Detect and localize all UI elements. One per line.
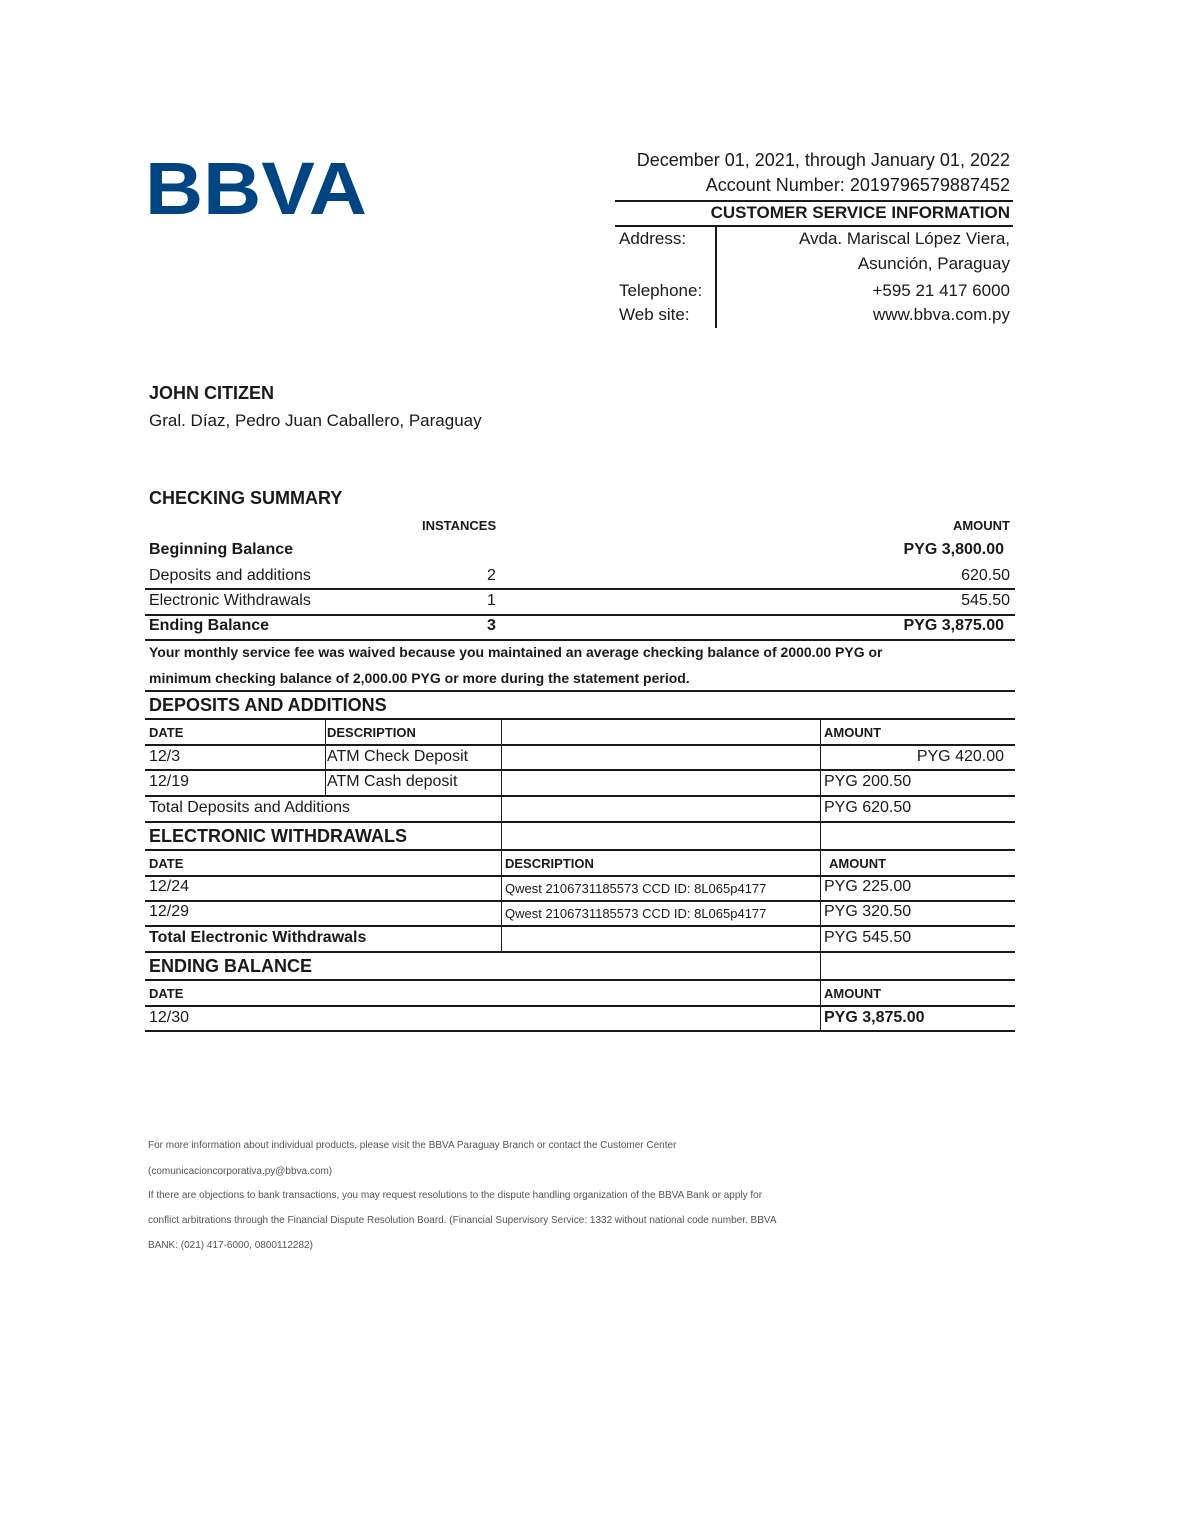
- ending-balance-label: Ending Balance: [149, 617, 270, 634]
- withdrawals-summary-amount: 545.50: [961, 592, 1010, 609]
- deposit-row-2-description: ATM Cash deposit: [327, 773, 458, 790]
- service-fee-note-line2: minimum checking balance of 2,000.00 PYG or more during the statement period.: [149, 670, 690, 686]
- footer-line5: BANK: (021) 417-6000, 0800112282): [148, 1240, 313, 1251]
- deposits-amount-header: AMOUNT: [824, 725, 882, 740]
- deposits-total-amount: PYG 620.50: [824, 799, 912, 816]
- ending-date-header: DATE: [149, 986, 184, 1001]
- deposits-summary-instances: 2: [487, 567, 496, 584]
- deposit-row-1-amount: PYG 420.00: [916, 748, 1004, 765]
- deposits-summary-label: Deposits and additions: [149, 567, 311, 584]
- deposits-section-title: DEPOSITS AND ADDITIONS: [149, 695, 387, 715]
- website-label: Web site:: [619, 305, 690, 324]
- telephone-label: Telephone:: [619, 281, 703, 300]
- deposit-row-1-date: 12/3: [149, 748, 181, 765]
- logo-text: BBVA: [145, 150, 367, 218]
- bank-address-line1: Avda. Mariscal López Viera,: [798, 229, 1010, 248]
- deposits-date-header: DATE: [149, 725, 184, 740]
- checking-summary-title: CHECKING SUMMARY: [149, 488, 343, 508]
- deposits-summary-amount: 620.50: [961, 567, 1010, 584]
- withdrawal-row-2-description: Qwest 2106731185573 CCD ID: 8L065p4177: [505, 906, 767, 921]
- ending-amount-header: AMOUNT: [824, 986, 882, 1001]
- withdrawal-row-1-description: Qwest 2106731185573 CCD ID: 8L065p4177: [505, 881, 767, 896]
- withdrawals-total-amount: PYG 545.50: [824, 929, 912, 946]
- ending-balance-instances: 3: [487, 617, 496, 634]
- customer-address: Gral. Díaz, Pedro Juan Caballero, Paraguay: [149, 411, 482, 430]
- footer-line1: For more information about individual products, please visit the BBVA Paraguay Branch or contact the Customer Center: [148, 1140, 677, 1151]
- ending-section-title: ENDING BALANCE: [149, 956, 313, 976]
- ending-date: 12/30: [149, 1009, 190, 1026]
- withdrawal-row-1-date: 12/24: [149, 878, 190, 895]
- customer-name: JOHN CITIZEN: [149, 383, 275, 403]
- footer-line2: (comunicacioncorporativa.py@bbva.com): [148, 1166, 333, 1177]
- instances-header: INSTANCES: [422, 518, 497, 533]
- withdrawals-summary-instances: 1: [487, 592, 496, 609]
- withdrawal-row-1-amount: PYG 225.00: [824, 878, 912, 895]
- deposit-row-2-date: 12/19: [149, 773, 190, 790]
- deposit-row-1-description: ATM Check Deposit: [327, 748, 469, 765]
- withdrawals-summary-label: Electronic Withdrawals: [149, 592, 311, 609]
- account-number-line: [706, 175, 1010, 196]
- amount-header: AMOUNT: [952, 518, 1010, 533]
- bank-telephone: +595 21 417 6000: [872, 281, 1010, 300]
- withdrawal-row-2-date: 12/29: [149, 903, 190, 920]
- statement-period: December 01, 2021, through January 01, 2022: [636, 150, 1010, 170]
- beginning-balance-amount: PYG 3,800.00: [903, 541, 1004, 558]
- withdrawals-description-header: DESCRIPTION: [505, 856, 594, 871]
- bbva-logo: [145, 150, 370, 218]
- account-number: 2019796579887452: [849, 175, 1010, 195]
- bank-website: www.bbva.com.py: [873, 305, 1010, 324]
- deposit-row-2-amount: PYG 200.50: [824, 773, 912, 790]
- ending-amount: PYG 3,875.00: [824, 1009, 925, 1026]
- ending-balance-amount: PYG 3,875.00: [903, 617, 1004, 634]
- beginning-balance-label: Beginning Balance: [149, 541, 294, 558]
- deposits-description-header: DESCRIPTION: [327, 725, 416, 740]
- withdrawals-amount-header: AMOUNT: [829, 856, 887, 871]
- address-label: Address:: [619, 229, 687, 248]
- service-fee-note-line1: Your monthly service fee was waived because you maintained an average checking balance of 2000.00 PYG or: [149, 644, 883, 660]
- withdrawals-section-title: ELECTRONIC WITHDRAWALS: [149, 826, 407, 846]
- footer-line4: conflict arbitrations through the Financial Dispute Resolution Board. (Financial Supervisory Service: 1332 without national code number. BBVA: [148, 1215, 777, 1226]
- account-number-label: Account Number:: [705, 175, 845, 195]
- deposits-total-label: Total Deposits and Additions: [149, 799, 351, 816]
- withdrawals-total-label: Total Electronic Withdrawals: [149, 929, 367, 946]
- withdrawal-row-2-amount: PYG 320.50: [824, 903, 912, 920]
- withdrawals-date-header: DATE: [149, 856, 184, 871]
- bank-address-line2: Asunción, Paraguay: [857, 254, 1010, 273]
- customer-service-title: CUSTOMER SERVICE INFORMATION: [710, 203, 1010, 222]
- footer-line3: If there are objections to bank transactions, you may request resolutions to the dispute handling organization of the BBVA Bank or apply for: [148, 1190, 763, 1201]
